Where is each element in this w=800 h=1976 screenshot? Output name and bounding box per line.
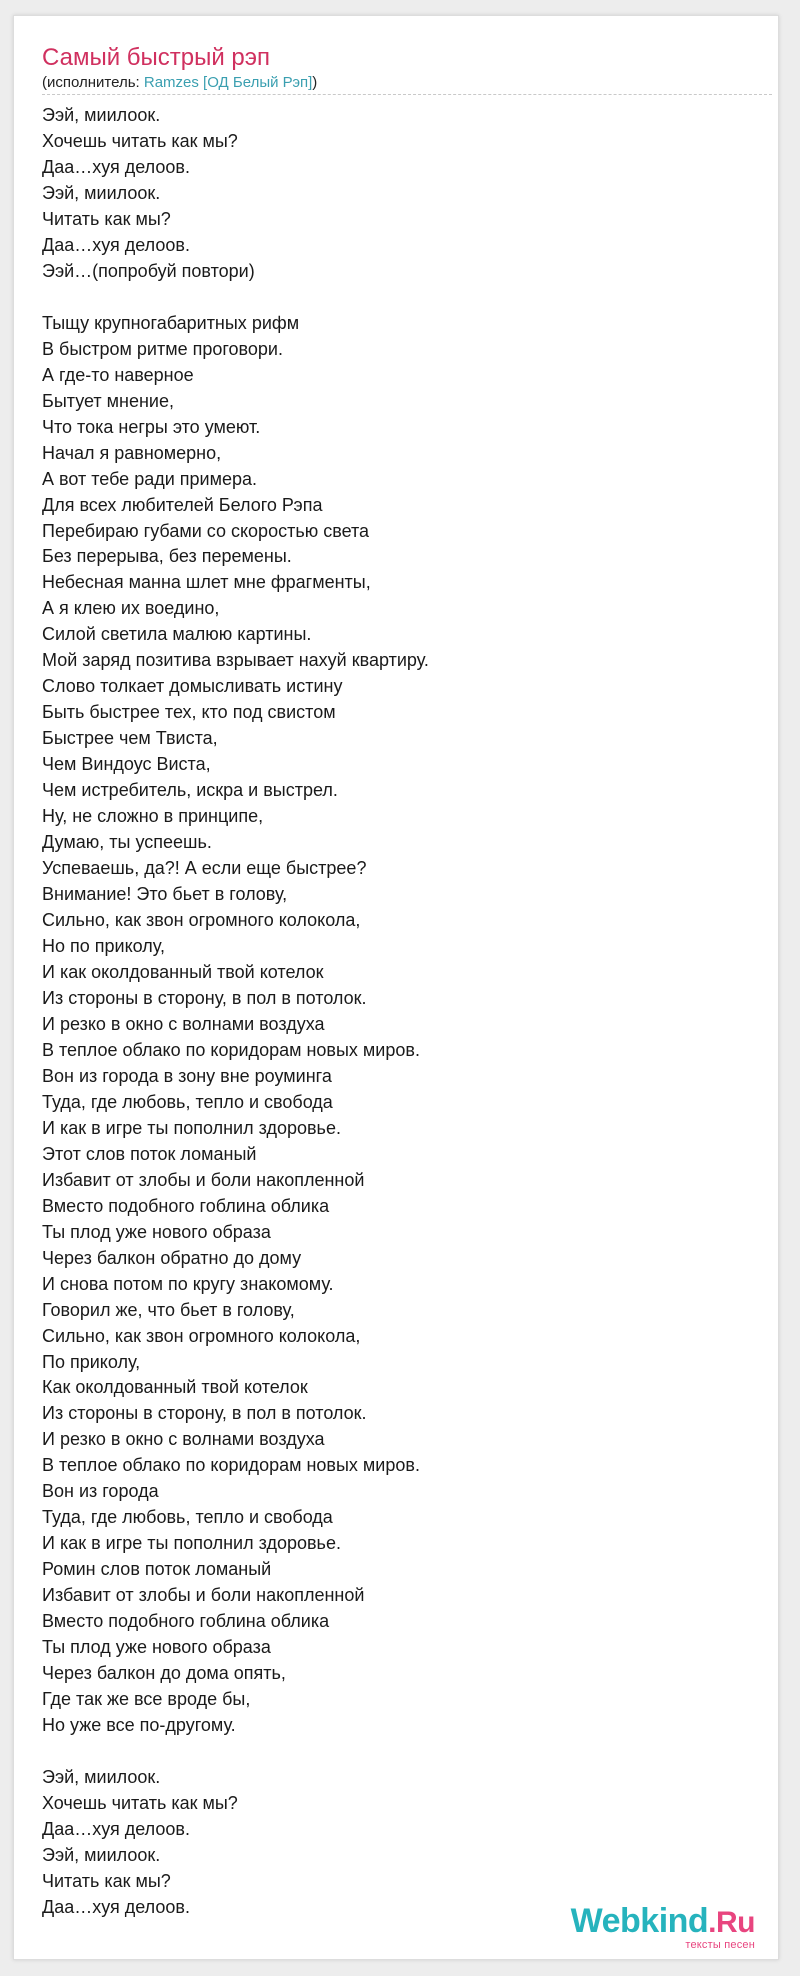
lyric-line: Быстрее чем Твиста, — [42, 728, 218, 749]
lyric-line: И резко в окно с волнами воздуха — [42, 1429, 325, 1450]
lyric-line: Хочешь читать как мы? — [42, 130, 238, 151]
lyric-line: А вот тебе ради примера. — [42, 468, 257, 489]
lyric-line: Силой светила малюю картины. — [42, 624, 312, 645]
lyric-line: Что тока негры это умеют. — [42, 416, 261, 437]
lyric-line: Небесная манна шлет мне фрагменты, — [42, 572, 371, 593]
lyric-line: Через балкон до дома опять, — [42, 1663, 286, 1684]
lyric-line: Тыщу крупногабаритных рифм — [42, 312, 300, 333]
lyric-line: И снова потом по кругу знакомому. — [42, 1273, 334, 1294]
lyric-line: Успеваешь, да?! А если еще быстрее? — [42, 858, 367, 879]
lyric-line: Из стороны в сторону, в пол в потолок. — [42, 987, 367, 1008]
lyric-line: Вместо подобного гоблина облика — [42, 1611, 330, 1632]
lyric-line: Через балкон обратно до дому — [42, 1247, 302, 1268]
artist-prefix: (исполнитель: — [42, 74, 144, 91]
logo-tld: .Ru — [708, 1906, 755, 1939]
lyric-line: Ээй, миилоок. — [42, 105, 161, 125]
lyric-line: Даа…хуя делоов. — [42, 156, 190, 177]
lyric-line: Ты плод уже нового образа — [42, 1221, 271, 1242]
lyric-line: Но уже все по-другому. — [42, 1715, 236, 1736]
lyric-line: Чем Виндоус Виста, — [42, 754, 211, 775]
lyric-line: Вместо подобного гоблина облика — [42, 1195, 330, 1216]
lyric-line: Ээй, миилоок. — [42, 1844, 161, 1865]
lyric-line: Мой заряд позитива взрывает нахуй квартиру. — [42, 650, 429, 671]
artist-suffix: ) — [312, 74, 318, 91]
lyric-line: Ты плод уже нового образа — [42, 1637, 271, 1658]
artist-line — [42, 74, 317, 92]
lyric-line: И резко в окно с волнами воздуха — [42, 1013, 325, 1034]
lyric-line: Чем истребитель, искра и выстрел. — [42, 780, 338, 801]
lyric-line: А я клею их воедино, — [42, 598, 220, 619]
lyric-line: Избавит от злобы и боли накопленной — [42, 1585, 365, 1606]
logo-name: Webkind — [570, 1902, 709, 1940]
logo-tagline: тексты песен — [685, 1939, 755, 1951]
lyric-line: Читать как мы? — [42, 1870, 171, 1891]
lyric-line: Туда, где любовь, тепло и свобода — [42, 1507, 333, 1528]
lyric-line: А где-то наверное — [42, 364, 194, 385]
lyric-line: Бытует мнение, — [42, 390, 174, 411]
lyric-line: По приколу, — [42, 1351, 141, 1372]
lyric-line: Из стороны в сторону, в пол в потолок. — [42, 1403, 367, 1424]
lyric-line: В быстром ритме проговори. — [42, 338, 283, 359]
lyric-line: Где так же все вроде бы, — [42, 1689, 251, 1710]
site-logo[interactable] — [571, 1904, 755, 1951]
lyric-line — [42, 1739, 762, 1765]
lyric-line: Но по приколу, — [42, 936, 165, 956]
lyric-line: Ээй, миилоок. — [42, 1767, 161, 1787]
lyric-line: Как околдованный твой котелок — [42, 1377, 308, 1398]
lyric-line: Слово толкает домысливать истину — [42, 676, 343, 697]
lyric-line: Этот слов поток ломаный — [42, 1143, 257, 1164]
lyric-line: Ромин слов поток ломаный — [42, 1559, 272, 1580]
lyric-line: Для всех любителей Белого Рэпа — [42, 494, 323, 515]
lyric-line: Ээй, миилоок. — [42, 182, 161, 203]
lyric-line: Ну, не сложно в принципе, — [42, 806, 264, 827]
lyric-line: Вон из города — [42, 1481, 159, 1502]
lyric-line: Начал я равномерно, — [42, 442, 222, 463]
lyrics-card — [13, 15, 779, 1960]
lyric-line: Думаю, ты успеешь. — [42, 832, 212, 853]
artist-link[interactable]: Ramzes [ОД Белый Рэп] — [143, 74, 313, 91]
lyric-line: И как в игре ты пополнил здоровье. — [42, 1117, 341, 1138]
lyric-line: Говорил же, что бьет в голову, — [42, 1299, 295, 1320]
title-divider — [42, 94, 772, 95]
lyric-line: Избавит от злобы и боли накопленной — [42, 1169, 365, 1190]
lyric-line: Читать как мы? — [42, 208, 171, 229]
lyric-line: Вон из города в зону вне роуминга — [42, 1065, 332, 1086]
lyric-line — [42, 285, 762, 311]
lyric-line: Перебираю губами со скоростью света — [42, 520, 370, 541]
lyric-line: Сильно, как звон огромного колокола, — [42, 1325, 361, 1346]
song-title: Самый быстрый рэп — [42, 44, 271, 71]
lyric-line: Сильно, как звон огромного колокола, — [42, 910, 361, 931]
lyric-line: В теплое облако по коридорам новых миров. — [42, 1455, 420, 1476]
lyric-line: И как в игре ты пополнил здоровье. — [42, 1533, 341, 1554]
lyric-line: Даа…хуя делоов. — [42, 1896, 190, 1917]
lyric-line: Хочешь читать как мы? — [42, 1792, 238, 1813]
lyric-line: Даа…хуя делоов. — [42, 234, 190, 255]
lyric-line: Без перерыва, без перемены. — [42, 546, 292, 567]
lyric-line: Ээй…(попробуй повтори) — [42, 260, 255, 281]
lyric-line: Даа…хуя делоов. — [42, 1818, 190, 1839]
lyric-line: Быть быстрее тех, кто под свистом — [42, 702, 336, 723]
lyric-line: Внимание! Это бьет в голову, — [42, 884, 288, 905]
lyric-line: И как околдованный твой котелок — [42, 961, 324, 982]
lyrics-text — [42, 103, 762, 1921]
lyric-line: Туда, где любовь, тепло и свобода — [42, 1091, 333, 1112]
lyric-line: В теплое облако по коридорам новых миров. — [42, 1039, 420, 1060]
